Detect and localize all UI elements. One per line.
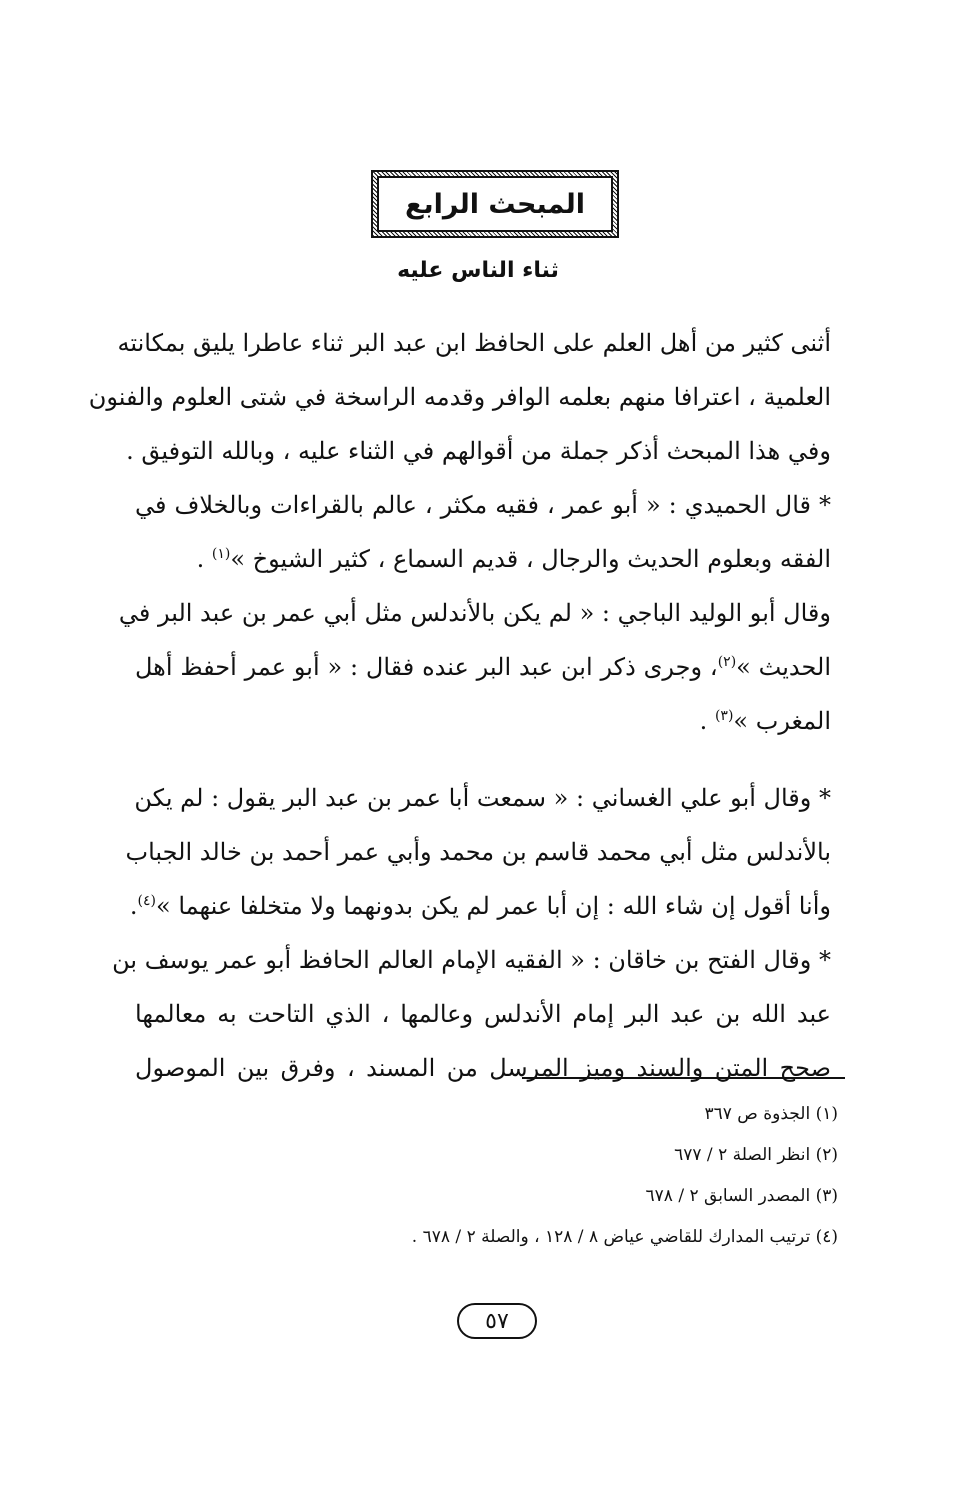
text-line: * وقال الفتح بن خاقان : « الفقيه الإمام العالم الحافظ أبو عمر يوسف بن — [112, 946, 831, 974]
main-text — [88, 316, 831, 1095]
footnote-ref: (٢) — [717, 654, 737, 670]
text-line: وفي هذا المبحث أذكر جملة من أقوالهم في الثناء عليه ، وبالله التوفيق . — [126, 437, 831, 465]
footnote-ref: (١) — [211, 546, 231, 562]
text-line: أثنى كثير من أهل العلم على الحافظ ابن عبد البر ثناء عاطرا يليق بمكانته — [117, 329, 831, 357]
text-line: صحح المتن والسند وميز المرسل من المسند ، وفرق بين الموصول — [135, 1054, 831, 1082]
chapter-heading: المبحث الرابع — [405, 188, 585, 220]
footnote-ref: (٣) — [714, 708, 734, 724]
chapter-heading-frame — [371, 170, 619, 238]
page-number: ٥٧ — [457, 1303, 537, 1339]
footnotes — [412, 1094, 838, 1258]
chapter-heading-inner — [377, 176, 613, 232]
text-line: العلمية ، اعترافا منهم بعلمه الوافر وقدمه الراسخة في شتى العلوم والفنون — [88, 383, 831, 411]
footnote-ref: (٤) — [137, 893, 157, 909]
paragraph-gap — [135, 748, 831, 771]
footnote: (٤) ترتيب المدارك للقاضي عياض ٨ / ١٢٨ ، والصلة ٢ / ٦٧٨ . — [411, 1227, 838, 1247]
section-title: ثناء الناس عليه — [397, 258, 559, 283]
text-line: المغرب »$^{(٣)}$ . — [699, 707, 831, 735]
text-line: عبد الله بن عبد البر إمام الأندلس وعالمها ، الذي التاحت به معالمها — [135, 1000, 831, 1028]
text-line: وأنا أقول إن شاء الله : إن أبا عمر لم يكن بدونهما ولا متخلفا عنهما »$^{(٤)}$. — [129, 892, 831, 920]
text-line: * قال الحميدي : « أبو عمر ، فقيه مكثر ، عالم بالقراءات وبالخلاف في — [135, 491, 831, 519]
text-line: الفقه وبعلوم الحديث والرجال ، قديم السماع ، كثير الشيوخ »$^{(١)}$ . — [196, 545, 831, 573]
footnote-separator — [522, 1077, 845, 1079]
footnote: (١) الجذوة ص ٣٦٧ — [704, 1104, 838, 1124]
text-line: بالأندلس مثل أبي محمد قاسم بن محمد وأبي عمر أحمد بن خالد الجباب — [125, 838, 831, 866]
text-line: الحديث »$^{(٢)}$، وجرى ذكر ابن عبد البر عنده فقال : « أبو عمر أحفظ أهل — [135, 653, 831, 681]
text-line: وقال أبو الوليد الباجي : « لم يكن بالأندلس مثل أبي عمر بن عبد البر في — [118, 599, 831, 627]
footnote: (٢) انظر الصلة ٢ / ٦٧٧ — [674, 1145, 838, 1165]
footnote: (٣) المصدر السابق ٢ / ٦٧٨ — [645, 1186, 838, 1206]
text-line: * وقال أبو علي الغساني : « سمعت أبا عمر بن عبد البر يقول : لم يكن — [134, 784, 831, 812]
